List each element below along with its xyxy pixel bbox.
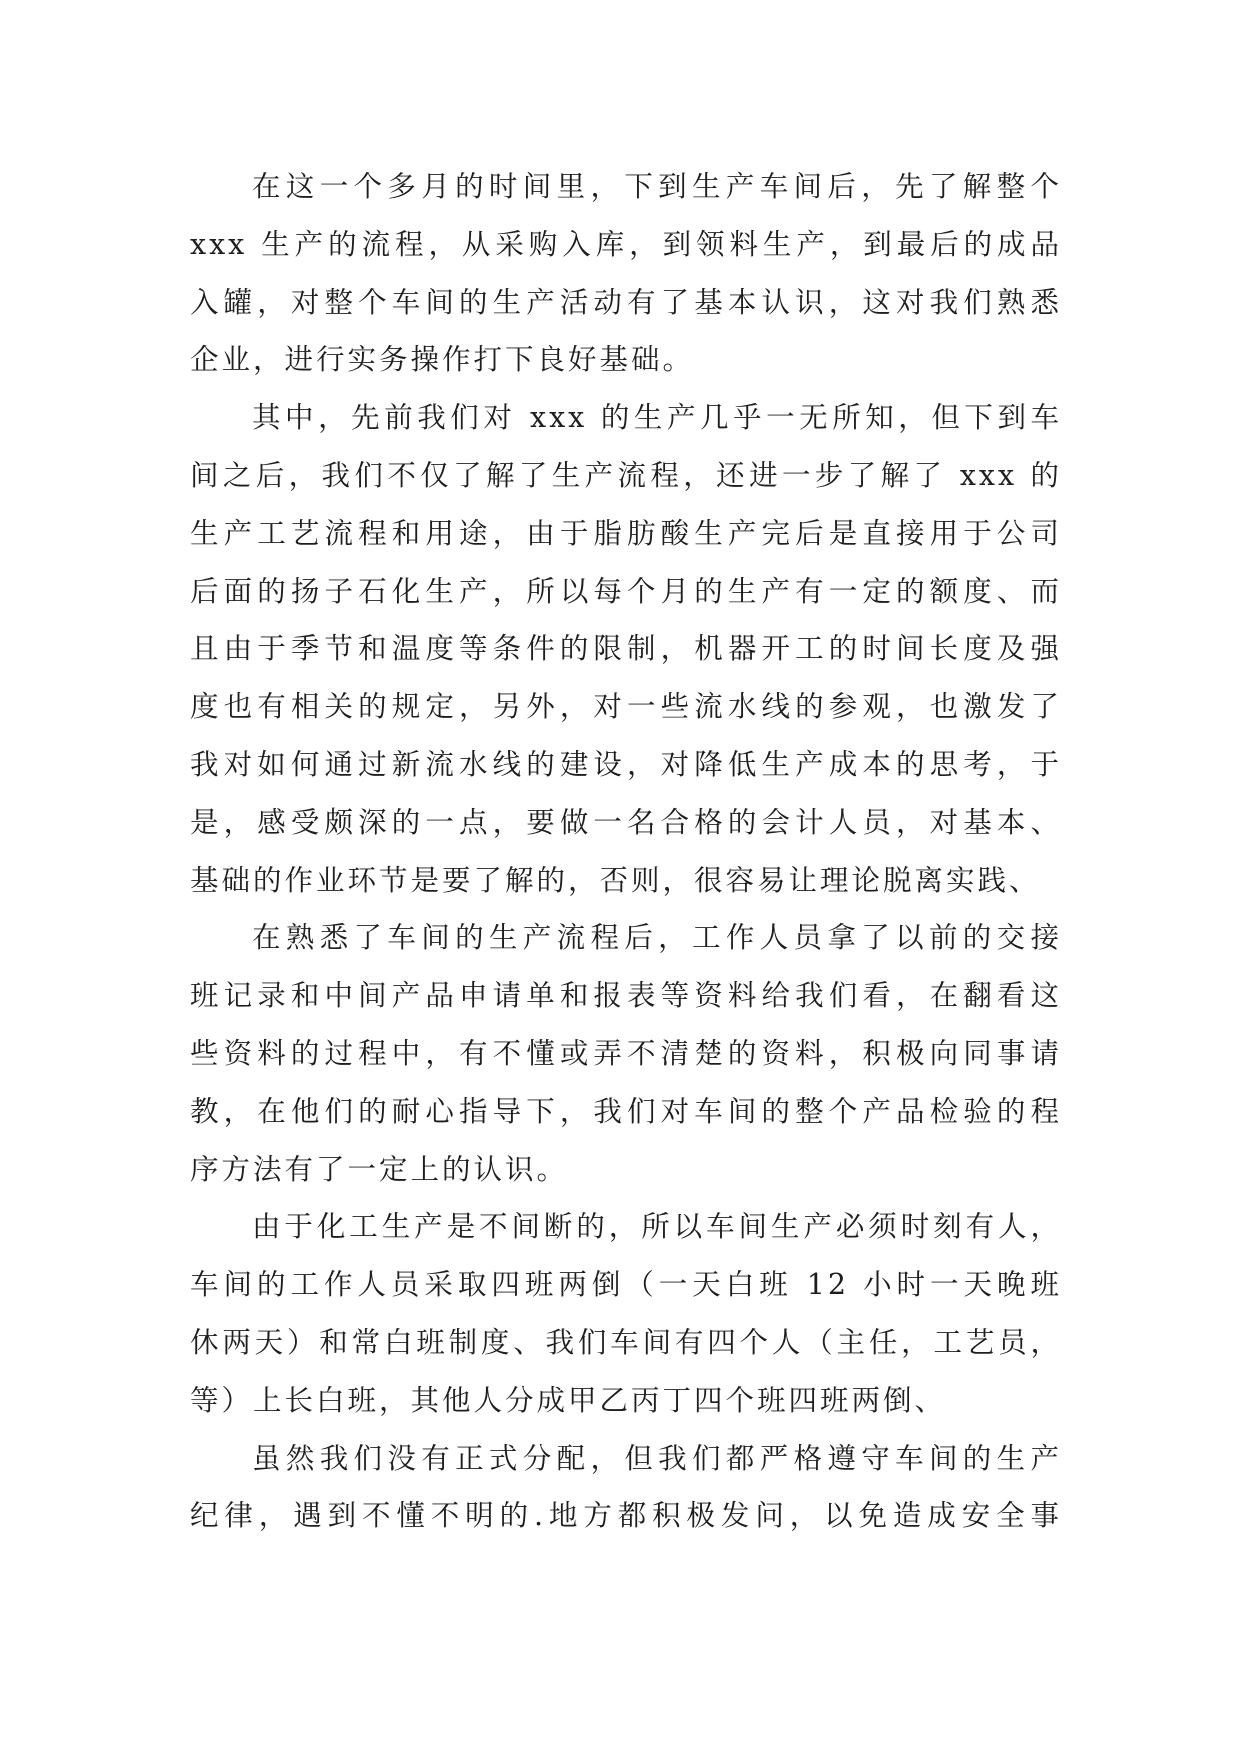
paragraph-3 — [190, 909, 1062, 1198]
text-line: 其中，先前我们对 xxx 的生产几乎一无所知，但下到车 — [252, 401, 1062, 435]
text-line: 纪律，遇到不懂不明的.地方都积极发问，以免造成安全事 — [190, 1499, 1062, 1533]
text-line: 由于化工生产是不间断的，所以车间生产必须时刻有人， — [252, 1210, 1062, 1244]
text-line: 间之后，我们不仅了解了生产流程，还进一步了解了 xxx 的 — [190, 458, 1062, 492]
text-line: 些资料的过程中，有不懂或弄不清楚的资料，积极向同事请 — [190, 1036, 1062, 1070]
text-line: 且由于季节和温度等条件的限制，机器开工的时间长度及强 — [190, 632, 1062, 666]
text-line: 在熟悉了车间的生产流程后，工作人员拿了以前的交接 — [252, 921, 1062, 955]
text-line: 入罐，对整个车间的生产活动有了基本认识，这对我们熟悉 — [190, 285, 1062, 319]
text-line: 虽然我们没有正式分配，但我们都严格遵守车间的生产 — [252, 1441, 1062, 1475]
text-line: 企业，进行实务操作打下良好基础。 — [190, 343, 695, 377]
text-line: 班记录和中间产品申请单和报表等资料给我们看，在翻看这 — [190, 979, 1062, 1013]
text-line: xxx 生产的流程，从采购入库，到领料生产，到最后的成品 — [190, 227, 1062, 261]
text-line: 教，在他们的耐心指导下，我们对车间的整个产品检验的程 — [190, 1094, 1062, 1128]
text-line: 后面的扬子石化生产，所以每个月的生产有一定的额度、而 — [190, 574, 1062, 608]
text-line: 序方法有了一定上的认识。 — [190, 1152, 569, 1186]
document-body — [190, 158, 1062, 1545]
text-line: 我对如何通过新流水线的建设，对降低生产成本的思考，于 — [190, 747, 1062, 781]
text-line: 度也有相关的规定，另外，对一些流水线的参观，也激发了 — [190, 690, 1062, 724]
text-line: 车间的工作人员采取四班两倒（一天白班 12 小时一天晚班 — [190, 1268, 1062, 1302]
text-line: 是，感受颇深的一点，要做一名合格的会计人员，对基本、 — [190, 805, 1062, 839]
paragraph-1 — [190, 158, 1062, 389]
text-line: 在这一个多月的时间里，下到生产车间后，先了解整个 — [252, 170, 1062, 203]
text-line: 休两天）和常白班制度、我们车间有四个人（主任，工艺员， — [190, 1325, 1062, 1359]
text-line: 生产工艺流程和用途，由于脂肪酸生产完后是直接用于公司 — [190, 516, 1062, 550]
paragraph-4 — [190, 1198, 1062, 1429]
text-line: 基础的作业环节是要了解的，否则，很容易让理论脱离实践、 — [190, 863, 1041, 897]
paragraph-5 — [190, 1430, 1062, 1546]
paragraph-2 — [190, 389, 1062, 909]
text-line: 等）上长白班，其他人分成甲乙丙丁四个班四班两倒、 — [190, 1383, 947, 1417]
